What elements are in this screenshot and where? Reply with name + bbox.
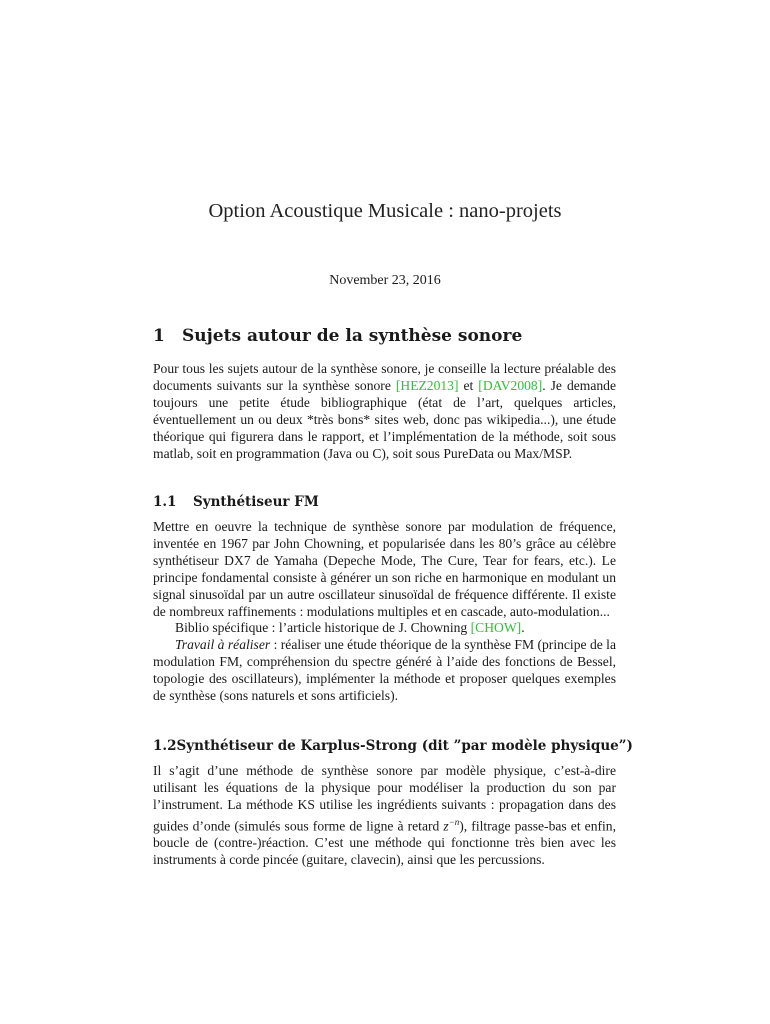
text-run: .: [521, 620, 525, 636]
subsection-title: Synthétiseur FM: [193, 494, 319, 510]
section-1-heading-block: [153, 326, 616, 346]
subsection-number: 1.2: [153, 738, 177, 754]
text-run: Biblio spécifique : l’article historique de J. Chowning: [175, 620, 471, 636]
subsection-1-2-body: [153, 763, 616, 869]
subsection-title: Synthétiseur de Karplus-Strong (dit ”par modèle physique”): [176, 738, 633, 754]
section-number: 1: [153, 326, 165, 346]
document-date: November 23, 2016: [329, 273, 441, 288]
citation-link[interactable]: [HEZ2013]: [395, 377, 459, 393]
citation-link[interactable]: [CHOW]: [470, 620, 522, 636]
travail-paragraph: [153, 637, 616, 705]
ks-paragraph: [153, 763, 616, 869]
document-title: Option Acoustique Musicale : nano-projets: [208, 200, 562, 222]
section-1-paragraph: [153, 361, 616, 462]
text-run: . Je demande toujours une petite étude bibliographique (état de l’art, quelques articles, éventuellement un ou deux *très bons* sites web, donc pas wikipedia...), une étude théorique qui figurera dans le rapport, et l’implémentation de la méthode, soit sous matlab, soit en programmation (Java ou C), soit sous PureData ou Max/MSP.: [153, 377, 617, 461]
biblio-paragraph: [153, 620, 616, 637]
section-title: Sujets autour de la synthèse sonore: [182, 326, 523, 346]
travail-label: Travail à réaliser: [175, 637, 271, 653]
text-run: Il s’agit d’une méthode de synthèse sonore par modèle physique, c’est-à-dire utilisant les équations de la physique pour modéliser la production du son par l’instrument. La méthode KS utilise les ingrédients suivants : propagation dans des guides d’onde (simulés sous forme de ligne à retard: [153, 763, 616, 834]
subsection-heading: [153, 738, 633, 754]
citation-link[interactable]: [DAV2008]: [478, 377, 543, 393]
fm-paragraph: Mettre en oeuvre la technique de synthèse sonore par modulation de fréquence, inventée en 1967 par John Chowning, et popularisée dans les 80’s grâce au célèbre synthétiseur DX7 de Yamaha (Depeche Mode, The Cure, Tear for fears, etc.). Le principe fondamental consiste à générer un son riche en harmonique en modulant un signal sinusoïdal par un autre oscillateur sinusoïdal de fréquence différente. Il existe de nombreux raffinements : modulations multiples et en cascade, auto-modulation...: [153, 519, 616, 619]
subsection-heading: [153, 494, 616, 510]
text-run: ), filtrage passe-bas et enfin, boucle de (contre-)réaction. C’est une méthode qui fonctionne très bien avec les instruments à corde pincée (guitare, clavecin), ainsi que les percussions.: [153, 818, 617, 868]
text-run: : réaliser une étude théorique de la synthèse FM (principe de la modulation FM, compréhension du spectre généré à l’aide des fonctions de Bessel, topologie des oscillateurs), implémenter la méthode et proposer quelques exemples de synthèse (sons naturels et sons artificiels).: [153, 637, 616, 704]
subsection-number: 1.1: [153, 494, 177, 510]
math-z: z: [443, 818, 449, 834]
section-heading: [153, 326, 616, 346]
subsection-1-1-heading-block: [153, 494, 616, 510]
section-1-paragraph-block: [153, 361, 616, 462]
subsection-1-2-heading-block: [153, 738, 633, 754]
text-run: Pour tous les sujets autour de la synthèse sonore, je conseille la lecture préalable des documents suivants sur la synthèse sonore: [153, 361, 616, 393]
math-exponent: −n: [448, 816, 460, 827]
text-run: et: [458, 377, 479, 393]
subsection-1-1-body: [153, 519, 616, 705]
